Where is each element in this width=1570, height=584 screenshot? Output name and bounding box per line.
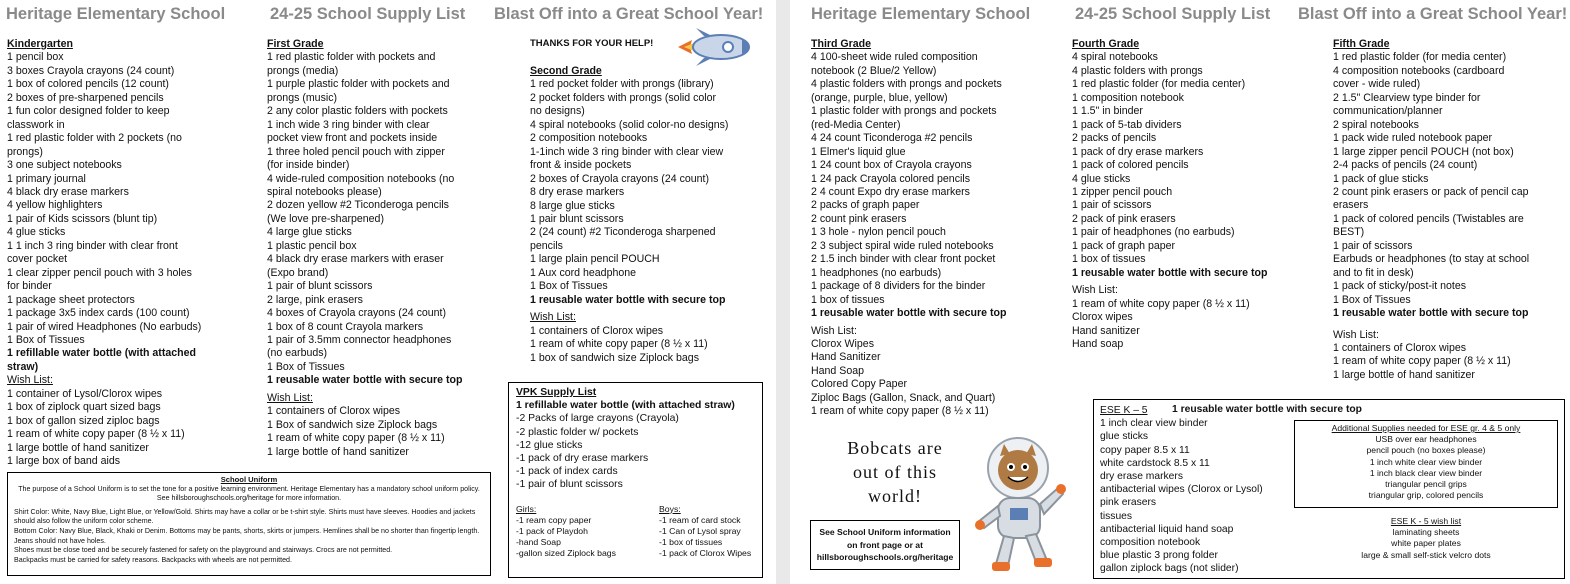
list-item: 1 clear zipper pencil pouch with 3 holes [7, 266, 192, 279]
second-grade-column [530, 65, 770, 365]
wish-item: 1 containers of Clorox wipes [530, 324, 664, 337]
list-item: 2 packs of graph paper [811, 199, 920, 212]
girls-title: Girls: [516, 503, 537, 514]
thanks-text: THANKS FOR YOUR HELP! [530, 38, 654, 49]
list-item: 1 pair of 3.5mm connector headphones [267, 333, 452, 346]
vpk-box [508, 382, 763, 578]
list-item: 1 pack of dry erase markers [1072, 145, 1204, 158]
list-item: 2 pack of pink erasers [1072, 212, 1176, 225]
additional-title: Additional Supplies needed for ESE gr. 4 & 5 only [1331, 423, 1521, 433]
list-item: 2 1.5" Clearview type binder for [1333, 91, 1481, 104]
vpk-title: VPK Supply List [516, 387, 597, 398]
ese-box [1093, 399, 1565, 579]
wish-item: Clorox Wipes [811, 337, 874, 350]
wish-item: 1 ream of white copy paper (8 ½ x 11) [7, 428, 185, 441]
list-item: gallon ziplock bags (not slider) [1100, 563, 1239, 575]
list-item: -1 ream of card stock [659, 514, 741, 525]
wish-list-title: Wish List: [530, 311, 576, 324]
list-item: -1 pack of Playdoh [516, 526, 588, 537]
list-item: 1 purple plastic folder with pockets and [267, 78, 450, 91]
wish-item: white paper plates [1391, 538, 1461, 549]
list-item: 2 large, pink erasers [267, 293, 363, 306]
list-item: composition notebook [1100, 537, 1201, 549]
wish-item: 1 containers of Clorox wipes [267, 405, 401, 418]
list-item: 1 red plastic folder with 2 pockets (no [7, 132, 182, 145]
list-item: 1 inch wide 3 ring binder with clear [267, 118, 430, 131]
list-item: white cardstock 8.5 x 11 [1100, 457, 1210, 469]
list-item: copy paper 8.5 x 11 [1100, 444, 1190, 456]
slogan-header: Blast Off into a Great School Year! [494, 5, 764, 23]
list-item: 1 24 pack Crayola colored pencils [811, 172, 970, 185]
water-bottle-item: 1 refillable water bottle (with attached straw) [516, 400, 735, 412]
wish-item: 1 ream of white copy paper (8 ½ x 11) [267, 432, 445, 445]
list-item: 1 pair of scissors [1333, 239, 1413, 252]
wish-item: Clorox wipes [1072, 311, 1133, 324]
list-item: 1 box of 8 count Crayola markers [267, 320, 424, 333]
wish-item: 1 ream of white copy paper (8 ½ x 11) [530, 338, 708, 351]
list-item: 4 yellow highlighters [7, 199, 103, 212]
list-item: 1 24 count box of Crayola crayons [811, 159, 972, 172]
list-item: 2 any color plastic folders with pockets [267, 105, 448, 118]
list-item: (for inside binder) [267, 159, 350, 172]
list-item: BEST) [1333, 226, 1365, 239]
list-item: erasers [1333, 199, 1369, 212]
list-item: (Expo brand) [267, 266, 329, 279]
wish-item: 1 large box of band aids [7, 455, 121, 468]
list-item: 1 inch clear view binder [1100, 418, 1208, 430]
bobcats-slogan [820, 436, 970, 508]
ese-additional-box [1294, 420, 1558, 508]
list-item: 2 count pink erasers or pack of pencil cap [1333, 185, 1529, 198]
list-item: 4 black dry erase markers with eraser [267, 253, 444, 266]
list-item: -1 Can of Lysol spray [659, 526, 741, 537]
list-item: Earbuds or headphones (to stay at school [1333, 253, 1530, 266]
list-item: 1 Box of Tissues [267, 360, 345, 373]
wish-item: 1 large bottle of hand sanitizer [7, 441, 149, 454]
info-line: on front page or at [847, 539, 923, 550]
list-item: 2 spiral notebooks [1333, 118, 1419, 131]
boys-title: Boys: [659, 503, 681, 514]
list-item: -hand Soap [516, 537, 561, 548]
list-item: 1 plastic pencil box [267, 239, 357, 252]
list-item: 2 4 count Expo dry erase markers [811, 185, 970, 198]
uniform-title: School Uniform [220, 475, 278, 484]
wish-item: Hand sanitizer [1072, 324, 1140, 337]
wish-item: 1 Box of sandwich size Ziplock bags [267, 418, 438, 431]
water-bottle-item: 1 reusable water bottle with secure top [1172, 404, 1362, 415]
list-item: cover pocket [7, 253, 68, 266]
list-item: glue sticks [1100, 431, 1149, 443]
supply-list-header: 24-25 School Supply List [1075, 5, 1271, 23]
wish-item: 1 ream of white copy paper (8 ½ x 11) [811, 405, 989, 418]
uniform-shoes: Shoes must be close toed and be securely fastened for safety on the playground and stairways. Crocs are not permitted. [14, 546, 393, 555]
list-item: antibacterial liquid hand soap [1100, 523, 1234, 535]
list-item: 1 pack of colored pencils (Twistables are [1333, 212, 1524, 225]
list-item: 4 spiral notebooks [1072, 51, 1158, 64]
list-item: (no earbuds) [267, 347, 328, 360]
wish-item: 1 box of sandwich size Ziplock bags [530, 351, 699, 364]
list-item: 1 primary journal [7, 172, 86, 185]
list-item: 4 glue sticks [1072, 172, 1131, 185]
list-item: 4 plastic folders with prongs [1072, 64, 1203, 77]
third-grade-column [811, 38, 1061, 419]
uniform-info-box [810, 520, 960, 570]
list-item: 2 boxes of Crayola crayons (24 count) [530, 172, 710, 185]
bobcats-line: out of this [852, 462, 937, 482]
list-item: triangular pencil grips [1385, 479, 1467, 490]
list-item: classwork in [7, 118, 65, 131]
list-item: 1 pack of glue sticks [1333, 172, 1429, 185]
astronaut-bobcat-icon [970, 432, 1070, 582]
list-item: 1 inch black clear view binder [1369, 467, 1483, 478]
list-item: (orange, purple, blue, yellow) [811, 91, 948, 104]
wish-item: 1 ream of white copy paper (8 ½ x 11) [1333, 355, 1511, 368]
list-item: 2 pocket folders with prongs (solid color [530, 91, 717, 104]
list-item: 1 large plain pencil POUCH [530, 253, 660, 266]
list-item: 2 dozen yellow #2 Ticonderoga pencils [267, 199, 449, 212]
list-item: 4 large glue sticks [267, 226, 352, 239]
list-item: 2 composition notebooks [530, 132, 648, 145]
list-item: 1 box of tissues [1072, 253, 1146, 266]
kindergarten-column [7, 38, 257, 469]
uniform-bottom: Bottom Color: Navy Blue, Black, Khaki or Denim. Bottoms may be pants, shorts, skirts or jumpers. Hemlines shall be no shorter than fingertip length. Jeans should not have holes. [14, 526, 480, 545]
uniform-intro: The purpose of a School Uniform is to set the tone for a positive learning environment. Heritage Elementary has a mandatory school uniform policy. See hillsboroughschools.org/heritage for more information. [18, 484, 480, 503]
list-item: 1 Elmer's liquid glue [811, 145, 906, 158]
list-item: 1 Box of Tissues [530, 280, 608, 293]
wish-item: 1 ream of white copy paper (8 ½ x 11) [1072, 297, 1250, 310]
list-item: 4 24 count Ticonderoga #2 pencils [811, 132, 973, 145]
list-item: 1 pencil box [7, 51, 64, 64]
wish-list-title: Wish List: [267, 391, 313, 404]
water-bottle-item: straw) [7, 360, 39, 373]
list-item: 4 100-sheet wide ruled composition [811, 51, 978, 64]
list-item: front & inside pockets [530, 159, 632, 172]
list-item: 2-4 packs of pencils (24 count) [1333, 159, 1478, 172]
list-item: 4 wide-ruled composition notebooks (no [267, 172, 455, 185]
list-item: 1 pair of wired Headphones (No earbuds) [7, 320, 202, 333]
list-item: 2 count pink erasers [811, 212, 907, 225]
list-item: 1 plastic folder with prongs and pockets [811, 105, 997, 118]
list-item: 1 pair of Kids scissors (blunt tip) [7, 212, 158, 225]
rocket-icon [676, 26, 758, 68]
list-item: 3 boxes Crayola crayons (24 count) [7, 64, 175, 77]
list-item: 4 composition notebooks (cardboard [1333, 64, 1505, 77]
list-item: 1 box of colored pencils (12 count) [7, 78, 169, 91]
list-item: -2 plastic folder w/ pockets [516, 426, 639, 438]
list-item: 1 pair of headphones (no earbuds) [1072, 226, 1235, 239]
list-item: 1 pack of sticky/post-it notes [1333, 280, 1467, 293]
list-item: 2 1.5 inch binder with clear front pocket [811, 253, 996, 266]
list-item: pink erasers [1100, 497, 1157, 509]
list-item: prongs (media) [267, 64, 339, 77]
list-item: communication/planner [1333, 105, 1443, 118]
list-item: 4 spiral notebooks (solid color-no designs) [530, 118, 729, 131]
list-item: 1 fun color designed folder to keep [7, 105, 170, 118]
second-grade-title: Second Grade [530, 65, 602, 77]
wish-list-title: Wish List: [7, 374, 53, 387]
wish-list-title: Wish List: [811, 324, 857, 337]
list-item: 1 package of 8 dividers for the binder [811, 280, 986, 293]
fourth-grade-title: Fourth Grade [1072, 38, 1140, 50]
list-item: pencils [530, 239, 563, 252]
list-item: no designs) [530, 105, 585, 118]
list-item: 1 inch white clear view binder [1369, 456, 1483, 467]
wish-item: Hand soap [1072, 337, 1124, 350]
wish-item: 1 large bottle of hand sanitizer [1333, 368, 1475, 381]
list-item: -1 pack of Clorox Wipes [659, 548, 752, 559]
ese-wish-list [1294, 516, 1558, 561]
wish-list-title: ESE K - 5 wish list [1390, 516, 1462, 526]
list-item: -12 glue sticks [516, 439, 583, 451]
wish-item: 1 container of Lysol/Clorox wipes [7, 387, 163, 400]
list-item: prongs) [7, 145, 43, 158]
list-item: cover - wide ruled) [1333, 78, 1421, 91]
list-item: -1 pair of blunt scissors [516, 479, 623, 491]
list-item: 1 pack of colored pencils [1072, 159, 1189, 172]
list-item: 3 one subject notebooks [7, 159, 122, 172]
wish-item: 1 large bottle of hand sanitizer [267, 445, 409, 458]
list-item: 1 red plastic folder (for media center) [1333, 51, 1507, 64]
list-item: 1 1 inch 3 ring binder with clear front [7, 239, 178, 252]
bobcats-line: world! [868, 486, 922, 506]
list-item: 8 dry erase markers [530, 186, 625, 199]
list-item: 1 package 3x5 index cards (100 count) [7, 307, 190, 320]
list-item: 1 box of tissues [811, 293, 885, 306]
list-item: pocket view front and pockets inside [267, 132, 438, 145]
list-item: 1 red plastic folder with pockets and [267, 51, 436, 64]
list-item: USB over ear headphones [1375, 434, 1477, 445]
page-front [0, 0, 776, 584]
wish-item: Hand Sanitizer [811, 351, 881, 364]
list-item: spiral notebooks please) [267, 185, 382, 198]
list-item: 4 black dry erase markers [7, 185, 129, 198]
list-item: (We love pre-sharpened) [267, 212, 384, 225]
wish-item: 1 box of ziplock quart sized bags [7, 401, 161, 414]
list-item: prongs (music) [267, 91, 338, 104]
list-item: -gallon sized Ziplock bags [516, 548, 616, 559]
list-item: antibacterial wipes (Clorox or Lysol) [1100, 484, 1263, 496]
list-item: 1 red plastic folder (for media center) [1072, 78, 1246, 91]
wish-item: Colored Copy Paper [811, 378, 907, 391]
ese-title: ESE K – 5 [1100, 405, 1148, 416]
list-item: 1 composition notebook [1072, 91, 1184, 104]
water-bottle-item: 1 reusable water bottle with secure top [530, 293, 726, 306]
list-item: 1 1.5" in binder [1072, 105, 1143, 118]
list-item: 1 3 hole - nylon pencil pouch [811, 226, 946, 239]
list-item: -1 pack of index cards [516, 466, 618, 478]
list-item: 1 pair of scissors [1072, 199, 1152, 212]
water-bottle-item: 1 reusable water bottle with secure top [811, 307, 1007, 320]
list-item: 2 boxes of pre-sharpened pencils [7, 91, 164, 104]
info-line: See School Uniform information [819, 527, 951, 537]
water-bottle-item: 1 reusable water bottle with secure top [1072, 266, 1268, 279]
list-item: 1 Aux cord headphone [530, 266, 637, 279]
wish-item: Ziploc Bags (Gallon, Snack, and Quart) [811, 391, 996, 404]
list-item: 4 glue sticks [7, 226, 66, 239]
list-item: dry erase markers [1100, 471, 1183, 483]
list-item: 2 packs of pencils [1072, 132, 1157, 145]
uniform-backpacks: Backpacks must be carried for safety reasons. Backpacks with wheels are not permitted. [14, 555, 292, 564]
list-item: -1 box of tissues [659, 537, 723, 548]
uniform-shirt: Shirt Color: White, Navy Blue, Light Blue, or Yellow/Gold. Shirts may have a collar or be t-shirt style. Shirts must have sleeves. Hoodies and jackets should also follow the uniform color scheme. [14, 507, 476, 526]
list-item: -1 pack of dry erase markers [516, 453, 649, 465]
list-item: notebook (2 Blue/2 Yellow) [811, 64, 937, 77]
list-item: 1 large zipper pencil POUCH (not box) [1333, 145, 1514, 158]
list-item: blue plastic 3 prong folder [1100, 550, 1218, 562]
list-item: pencil pouch (no boxes please) [1366, 445, 1486, 456]
list-item: 4 plastic folders with prongs and pockets [811, 78, 1002, 91]
list-item: 1 zipper pencil pouch [1072, 185, 1173, 198]
list-item: (red-Media Center) [811, 118, 901, 131]
list-item: 2 3 subject spiral wide ruled notebooks [811, 239, 994, 252]
list-item: 1-1inch wide 3 ring binder with clear view [530, 145, 724, 158]
water-bottle-item: 1 reusable water bottle with secure top [1333, 307, 1529, 320]
list-item: 1 package sheet protectors [7, 293, 135, 306]
wish-list-title: Wish List: [1333, 328, 1379, 341]
fourth-grade-column [1072, 38, 1312, 351]
list-item: 1 pack of 5-tab dividers [1072, 118, 1182, 131]
list-item: 8 large glue sticks [530, 199, 615, 212]
list-item: 1 pair of blunt scissors [267, 280, 373, 293]
school-name-header: Heritage Elementary School [811, 5, 1031, 23]
third-grade-title: Third Grade [811, 38, 872, 50]
supply-list-header: 24-25 School Supply List [270, 5, 466, 23]
list-item: 1 headphones (no earbuds) [811, 266, 942, 279]
list-item: 4 boxes of Crayola crayons (24 count) [267, 307, 447, 320]
list-item: -1 ream copy paper [516, 514, 592, 525]
water-bottle-item: 1 reusable water bottle with secure top [267, 374, 463, 387]
fifth-grade-title: Fifth Grade [1333, 38, 1390, 50]
list-item: 1 Box of Tissues [1333, 293, 1411, 306]
bobcats-line: Bobcats are [847, 438, 943, 458]
wish-item: Hand Soap [811, 364, 865, 377]
info-line: hillsboroughschools.org/heritage [816, 552, 954, 562]
fifth-grade-column [1333, 38, 1565, 382]
list-item: tissues [1100, 510, 1133, 522]
school-uniform-box [7, 472, 491, 576]
first-grade-title: First Grade [267, 38, 324, 50]
page-back [790, 0, 1570, 584]
wish-item: 1 box of gallon sized ziploc bags [7, 414, 160, 427]
list-item: 1 three holed pencil pouch with zipper [267, 145, 445, 158]
list-item: 1 Box of Tissues [7, 333, 85, 346]
list-item: 1 pack of graph paper [1072, 239, 1176, 252]
ese-column [1100, 404, 1290, 576]
list-item: 1 red pocket folder with prongs (library) [530, 78, 714, 91]
list-item: 1 pair blunt scissors [530, 212, 624, 225]
list-item: and to fit in desk) [1333, 266, 1414, 279]
first-grade-column [267, 38, 502, 459]
list-item: 1 pack wide ruled notebook paper [1333, 132, 1493, 145]
wish-item: 1 containers of Clorox wipes [1333, 341, 1467, 354]
water-bottle-item: 1 refillable water bottle (with attached [7, 347, 196, 360]
wish-list-title: Wish List: [1072, 284, 1118, 297]
kindergarten-title: Kindergarten [7, 38, 73, 50]
wish-item: large & small self-stick velcro dots [1361, 549, 1491, 560]
list-item: -2 Packs of large crayons (Crayola) [516, 413, 679, 425]
school-name-header: Heritage Elementary School [6, 5, 226, 23]
list-item: 2 (24 count) #2 Ticonderoga sharpened [530, 226, 716, 239]
slogan-header: Blast Off into a Great School Year! [1298, 5, 1568, 23]
wish-item: laminating sheets [1392, 527, 1460, 538]
list-item: for binder [7, 280, 52, 293]
list-item: triangular grip, colored pencils [1368, 490, 1484, 501]
